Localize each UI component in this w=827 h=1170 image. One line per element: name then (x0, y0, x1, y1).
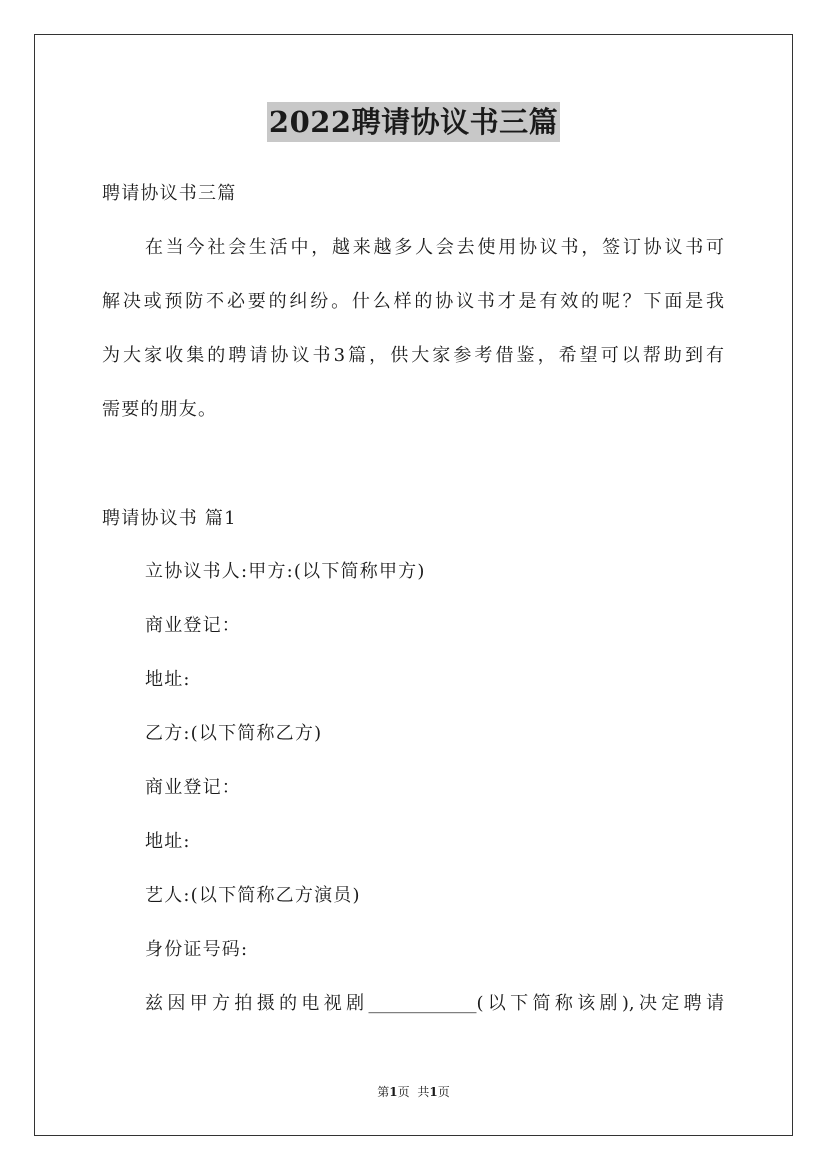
footer-total-number: 1 (429, 1085, 438, 1099)
page-footer (0, 1084, 827, 1100)
body-line: 乙方:(以下简称乙方) (145, 723, 323, 744)
document-title: 2022聘请协议书三篇 (267, 102, 560, 142)
body-line: 地址: (145, 669, 191, 690)
intro-line: 需要的朋友。 (102, 399, 218, 420)
section-heading: 聘请协议书 篇1 (102, 508, 237, 529)
body-line: 兹因甲方拍摄的电视剧____________(以下简称该剧),决定聘请 (145, 993, 724, 1014)
body-line: 商业登记： (145, 615, 241, 636)
footer-total-suffix: 页 (437, 1085, 450, 1099)
title-container (0, 102, 827, 142)
footer-total-prefix: 共 (417, 1085, 430, 1099)
intro-line: 为大家收集的聘请协议书3篇，供大家参考借鉴，希望可以帮助到有 (102, 345, 724, 366)
footer-page-number: 1 (389, 1085, 398, 1099)
footer-page-suffix: 页 (397, 1085, 410, 1099)
body-line: 立协议书人:甲方:(以下简称甲方) (145, 561, 426, 582)
body-line: 身份证号码: (145, 939, 249, 960)
intro-line: 在当今社会生活中，越来越多人会去使用协议书，签订协议书可 (145, 237, 724, 258)
footer-page-prefix: 第 (377, 1085, 390, 1099)
intro-line: 解决或预防不必要的纠纷。什么样的协议书才是有效的呢？下面是我 (102, 291, 724, 312)
body-line: 艺人:(以下简称乙方演员) (145, 885, 361, 906)
body-line: 商业登记： (145, 777, 241, 798)
document-subtitle: 聘请协议书三篇 (102, 183, 237, 204)
body-line: 地址: (145, 831, 191, 852)
